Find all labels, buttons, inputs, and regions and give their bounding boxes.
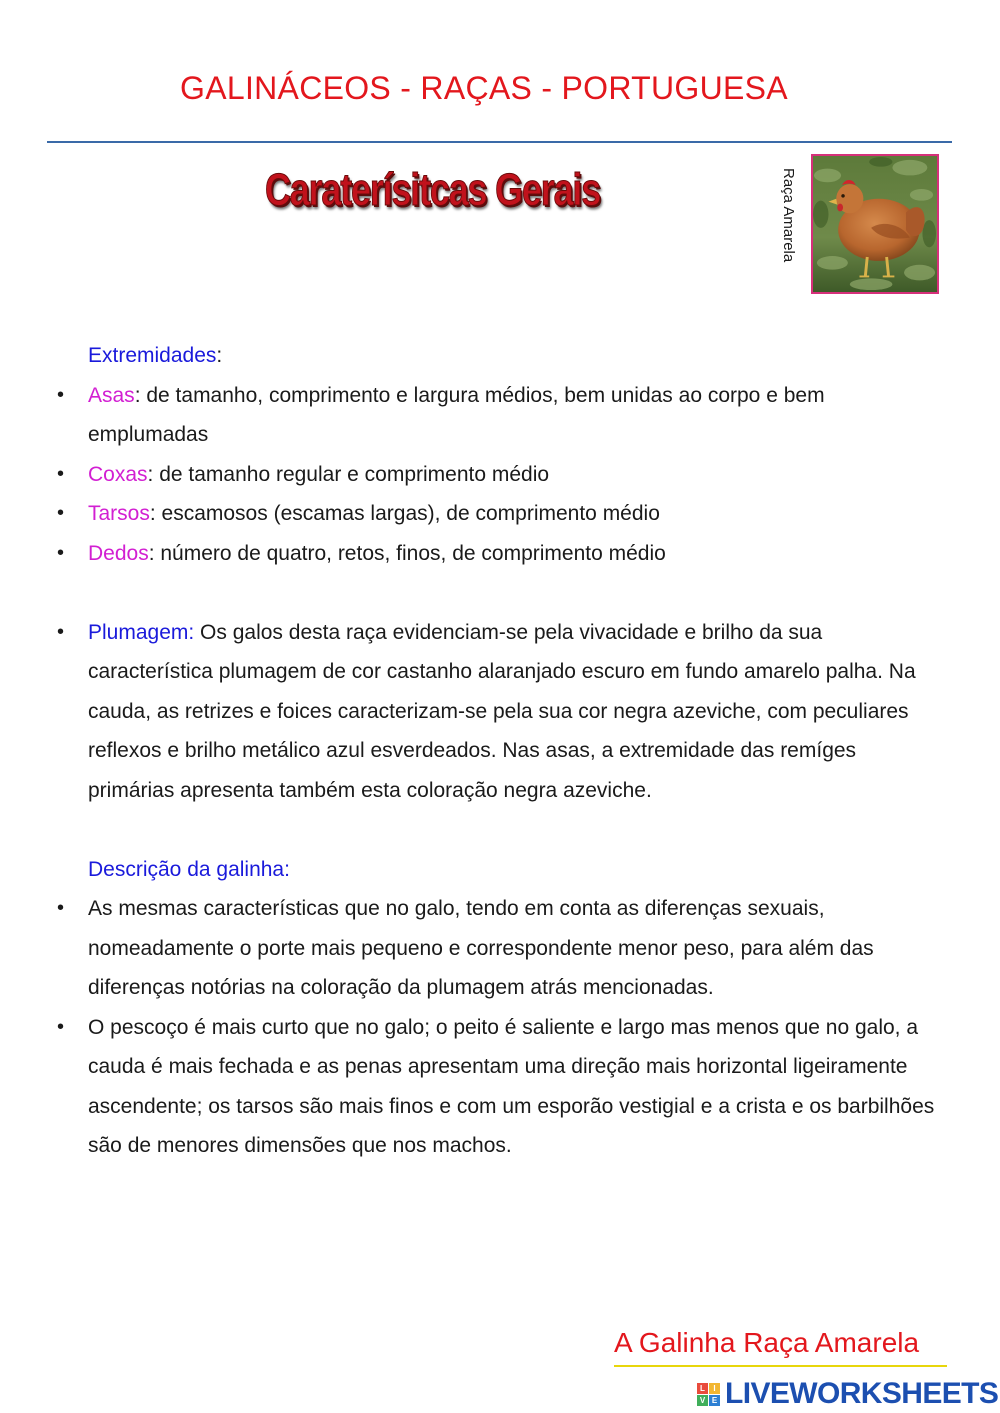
logo-letter-l: L: [697, 1383, 708, 1394]
desc-asas: : de tamanho, comprimento e largura médios, bem unidas ao corpo e bem emplumadas: [88, 383, 825, 446]
liveworksheets-logo[interactable]: [697, 1377, 998, 1411]
list-item-plumagem: [57, 613, 948, 811]
term-plumagem: Plumagem:: [88, 620, 195, 644]
bullet-icon: •: [57, 1015, 65, 1038]
desc-coxas: : de tamanho regular e comprimento médio: [147, 462, 550, 486]
footer-title: A Galinha Raça Amarela: [614, 1327, 920, 1358]
logo-letter-v: V: [697, 1395, 708, 1406]
list-item-galinha-1: [57, 889, 948, 1008]
content-body: [57, 336, 948, 1166]
plumagem-list: [57, 613, 948, 811]
term-tarsos: Tarsos: [88, 502, 150, 525]
liveworksheets-wordmark: LIVEWORKSHEETS: [725, 1377, 999, 1410]
bullet-icon: •: [57, 620, 65, 643]
page-title: GALINÁCEOS - RAÇAS - PORTUGUESA: [180, 70, 788, 106]
term-coxas: Coxas: [88, 462, 148, 486]
hen-photo: [811, 154, 939, 294]
spacer: [88, 810, 948, 850]
extremidades-heading-colon: :: [216, 344, 223, 367]
list-item-tarsos: [57, 494, 948, 534]
extremidades-list: [57, 376, 948, 574]
footer-divider: [614, 1365, 947, 1367]
bullet-icon: •: [57, 541, 65, 564]
list-item-asas: [57, 376, 948, 455]
section-heading-galinha: Descrição da galinha:: [88, 857, 290, 881]
term-dedos: Dedos: [88, 541, 149, 565]
bullet-icon: •: [57, 462, 65, 485]
term-asas: Asas: [88, 383, 135, 407]
list-item-dedos: [57, 534, 948, 574]
desc-galinha-1: As mesmas características que no galo, tendo em conta as diferenças sexuais, nomeadamente o porte mais pequeno e correspondente menor peso, para além das diferenças notórias na coloração da plumagem atrás mencionadas.: [88, 897, 874, 999]
desc-tarsos: : escamosos (escamas largas), de comprimento médio: [149, 502, 660, 525]
header-divider: [47, 141, 952, 143]
liveworksheets-logo-icon: [697, 1383, 720, 1406]
spacer: [88, 573, 948, 613]
bullet-icon: •: [57, 502, 65, 524]
desc-dedos: : número de quatro, retos, finos, de comprimento médio: [148, 541, 666, 565]
desc-plumagem: Os galos desta raça evidenciam-se pela vivacidade e brilho da sua característica plumagem de cor castanho alaranjado escuro em fundo amarelo palha. Na cauda, as retrizes e foices caracterizam-se pela sua cor negra azeviche, com peculiares reflexos e brilho metálico azul esverdeados. Nas asas, a extremidade das remíges primárias apresenta também esta coloração negra azeviche.: [88, 620, 916, 802]
logo-letter-i: I: [709, 1383, 720, 1394]
list-item-galinha-2: [57, 1008, 948, 1166]
list-item-coxas: [57, 455, 948, 495]
section-heading-extremidades: [88, 336, 948, 376]
desc-galinha-2: O pescoço é mais curto que no galo; o peito é saliente e largo mas menos que no galo, a cauda é mais fechada e as penas apresentam uma direção mais horizontal ligeiramente ascendente; os tarsos são mais finos e com um esporão vestigial e a crista e os barbilhões são de menores dimensões que nos machos.: [88, 1015, 935, 1157]
logo-letter-e: E: [709, 1395, 720, 1406]
photo-caption-text: Raça Amarela: [780, 168, 797, 263]
galinha-list: [57, 889, 948, 1166]
bullet-icon: •: [57, 897, 65, 919]
section-title-wordart: Caraterísitcas Gerais: [265, 164, 601, 215]
extremidades-heading-label: Extremidades: [88, 344, 217, 367]
photo-caption: [780, 168, 800, 288]
bullet-icon: •: [57, 383, 65, 406]
